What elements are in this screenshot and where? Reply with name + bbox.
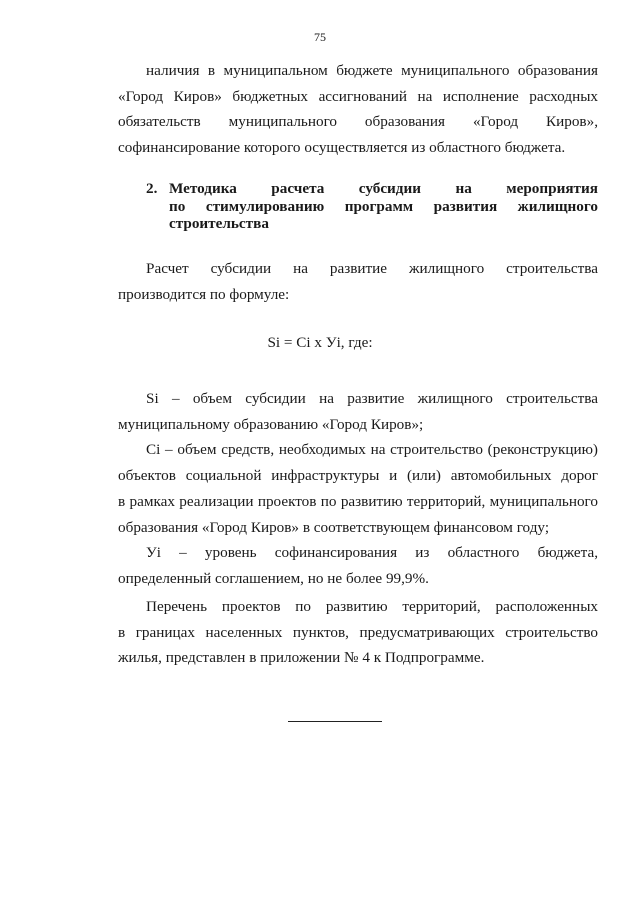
section-title-line: по стимулированию программ развития жилищного bbox=[169, 197, 598, 215]
calc-intro-line: производится по формуле: bbox=[118, 285, 290, 303]
projects-line: жилья, представлен в приложении № 4 к Подпрограмме. bbox=[118, 649, 485, 667]
projects-line: Перечень проектов по развитию территорий, расположенных bbox=[146, 598, 598, 615]
page-number: 75 bbox=[314, 30, 326, 44]
intro-line: обязательств муниципального образования «Город Киров», bbox=[118, 113, 598, 130]
section-number: 2. bbox=[146, 180, 158, 197]
intro-paragraph bbox=[118, 58, 598, 160]
intro-line: софинансирование которого осуществляется из областного бюджета. bbox=[118, 138, 566, 156]
calc-intro-line: Расчет субсидии на развитие жилищного строительства bbox=[146, 260, 598, 277]
definition-ci-line: объектов социальной инфраструктуры и (или) автомобильных дорог bbox=[118, 467, 598, 485]
formula: Si = Ci x Уi, где: bbox=[267, 334, 373, 351]
intro-line: наличия в муниципальном бюджете муниципального образования bbox=[146, 62, 598, 79]
end-divider bbox=[288, 721, 382, 722]
definition-si-line: Si – объем субсидии на развитие жилищного строительства bbox=[146, 390, 598, 407]
intro-line: «Город Киров» бюджетных ассигнований на исполнение расходных bbox=[118, 87, 598, 105]
section-heading bbox=[146, 180, 598, 233]
section-title-line: Методика расчета субсидии на мероприятия bbox=[169, 180, 598, 197]
definitions-block bbox=[118, 386, 598, 592]
definition-ci-line: Ci – объем средств, необходимых на строительство (реконструкцию) bbox=[146, 441, 598, 459]
projects-paragraph bbox=[118, 594, 598, 671]
definition-ci-line: образования «Город Киров» в соответствующем финансовом году; bbox=[118, 518, 550, 536]
definition-yi-line: определенный соглашением, но не более 99,9%. bbox=[118, 569, 429, 587]
definition-yi-line: Уi – уровень софинансирования из областного бюджета, bbox=[146, 544, 598, 562]
projects-line: в границах населенных пунктов, предусматривающих строительство bbox=[118, 623, 598, 641]
section-title-line: строительства bbox=[169, 215, 269, 232]
definition-ci-line: в рамках реализации проектов по развитию территорий, муниципального bbox=[118, 492, 598, 510]
definition-si-line: муниципальному образованию «Город Киров»; bbox=[118, 415, 424, 433]
calc-intro-paragraph bbox=[118, 256, 598, 307]
